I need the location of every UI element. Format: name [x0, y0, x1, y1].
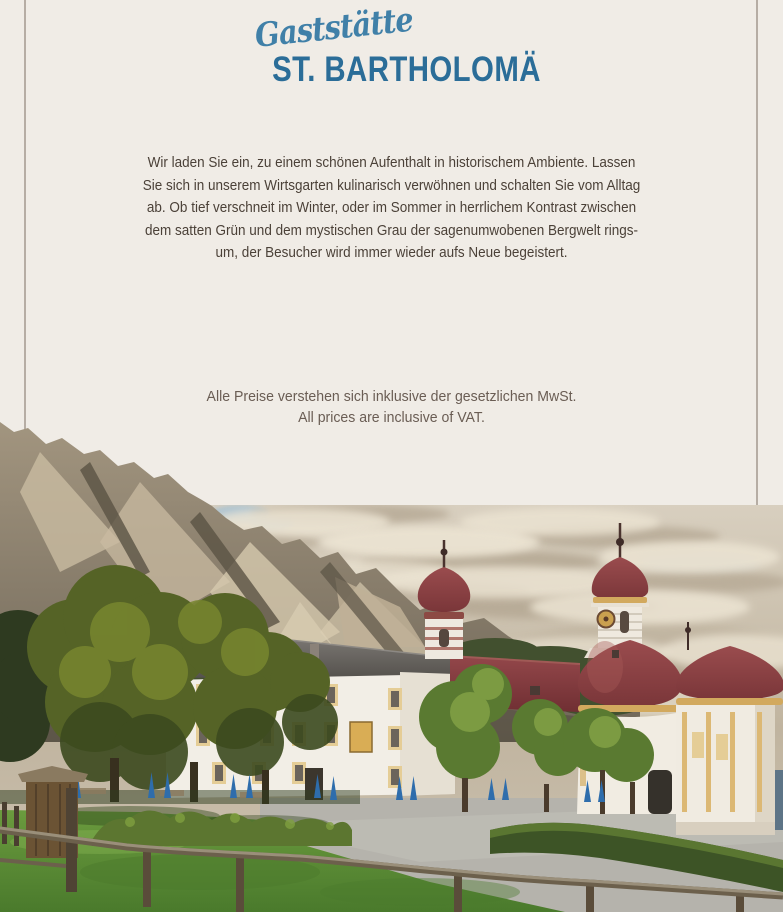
page-border-line-left	[24, 0, 26, 438]
chapel-door	[648, 770, 672, 814]
intro-paragraph	[39, 152, 744, 265]
intro-line: Wir laden Sie ein, zu einem schönen Aufenthalt in historischem Ambiente. Lassen	[147, 154, 636, 171]
vat-notice-de: Alle Preise verstehen sich inklusive der gesetzlichen MwSt.	[206, 388, 577, 405]
intro-line: Sie sich in unserem Wirtsgarten kulinarisch verwöhnen und schalten Sie vom Alltag	[142, 176, 641, 194]
st-bartholomae-church-photo	[0, 422, 783, 912]
intro-line: ab. Ob tief verschneit im Winter, oder im Sommer in herrlichem Kontrast zwischen	[146, 199, 637, 216]
logo-script: Gaststätte	[252, 0, 415, 55]
intro-line: dem satten Grün und dem mystischen Grau der sagenumwobenen Bergwelt rings-	[144, 221, 639, 239]
intro-line: um, der Besucher wird immer wieder aufs Neue begeistert.	[215, 244, 568, 261]
page-title: ST. BARTHOLOMÄ	[272, 50, 541, 89]
sundial	[350, 722, 372, 752]
vat-notice-en: All prices are inclusive of VAT.	[298, 409, 485, 426]
